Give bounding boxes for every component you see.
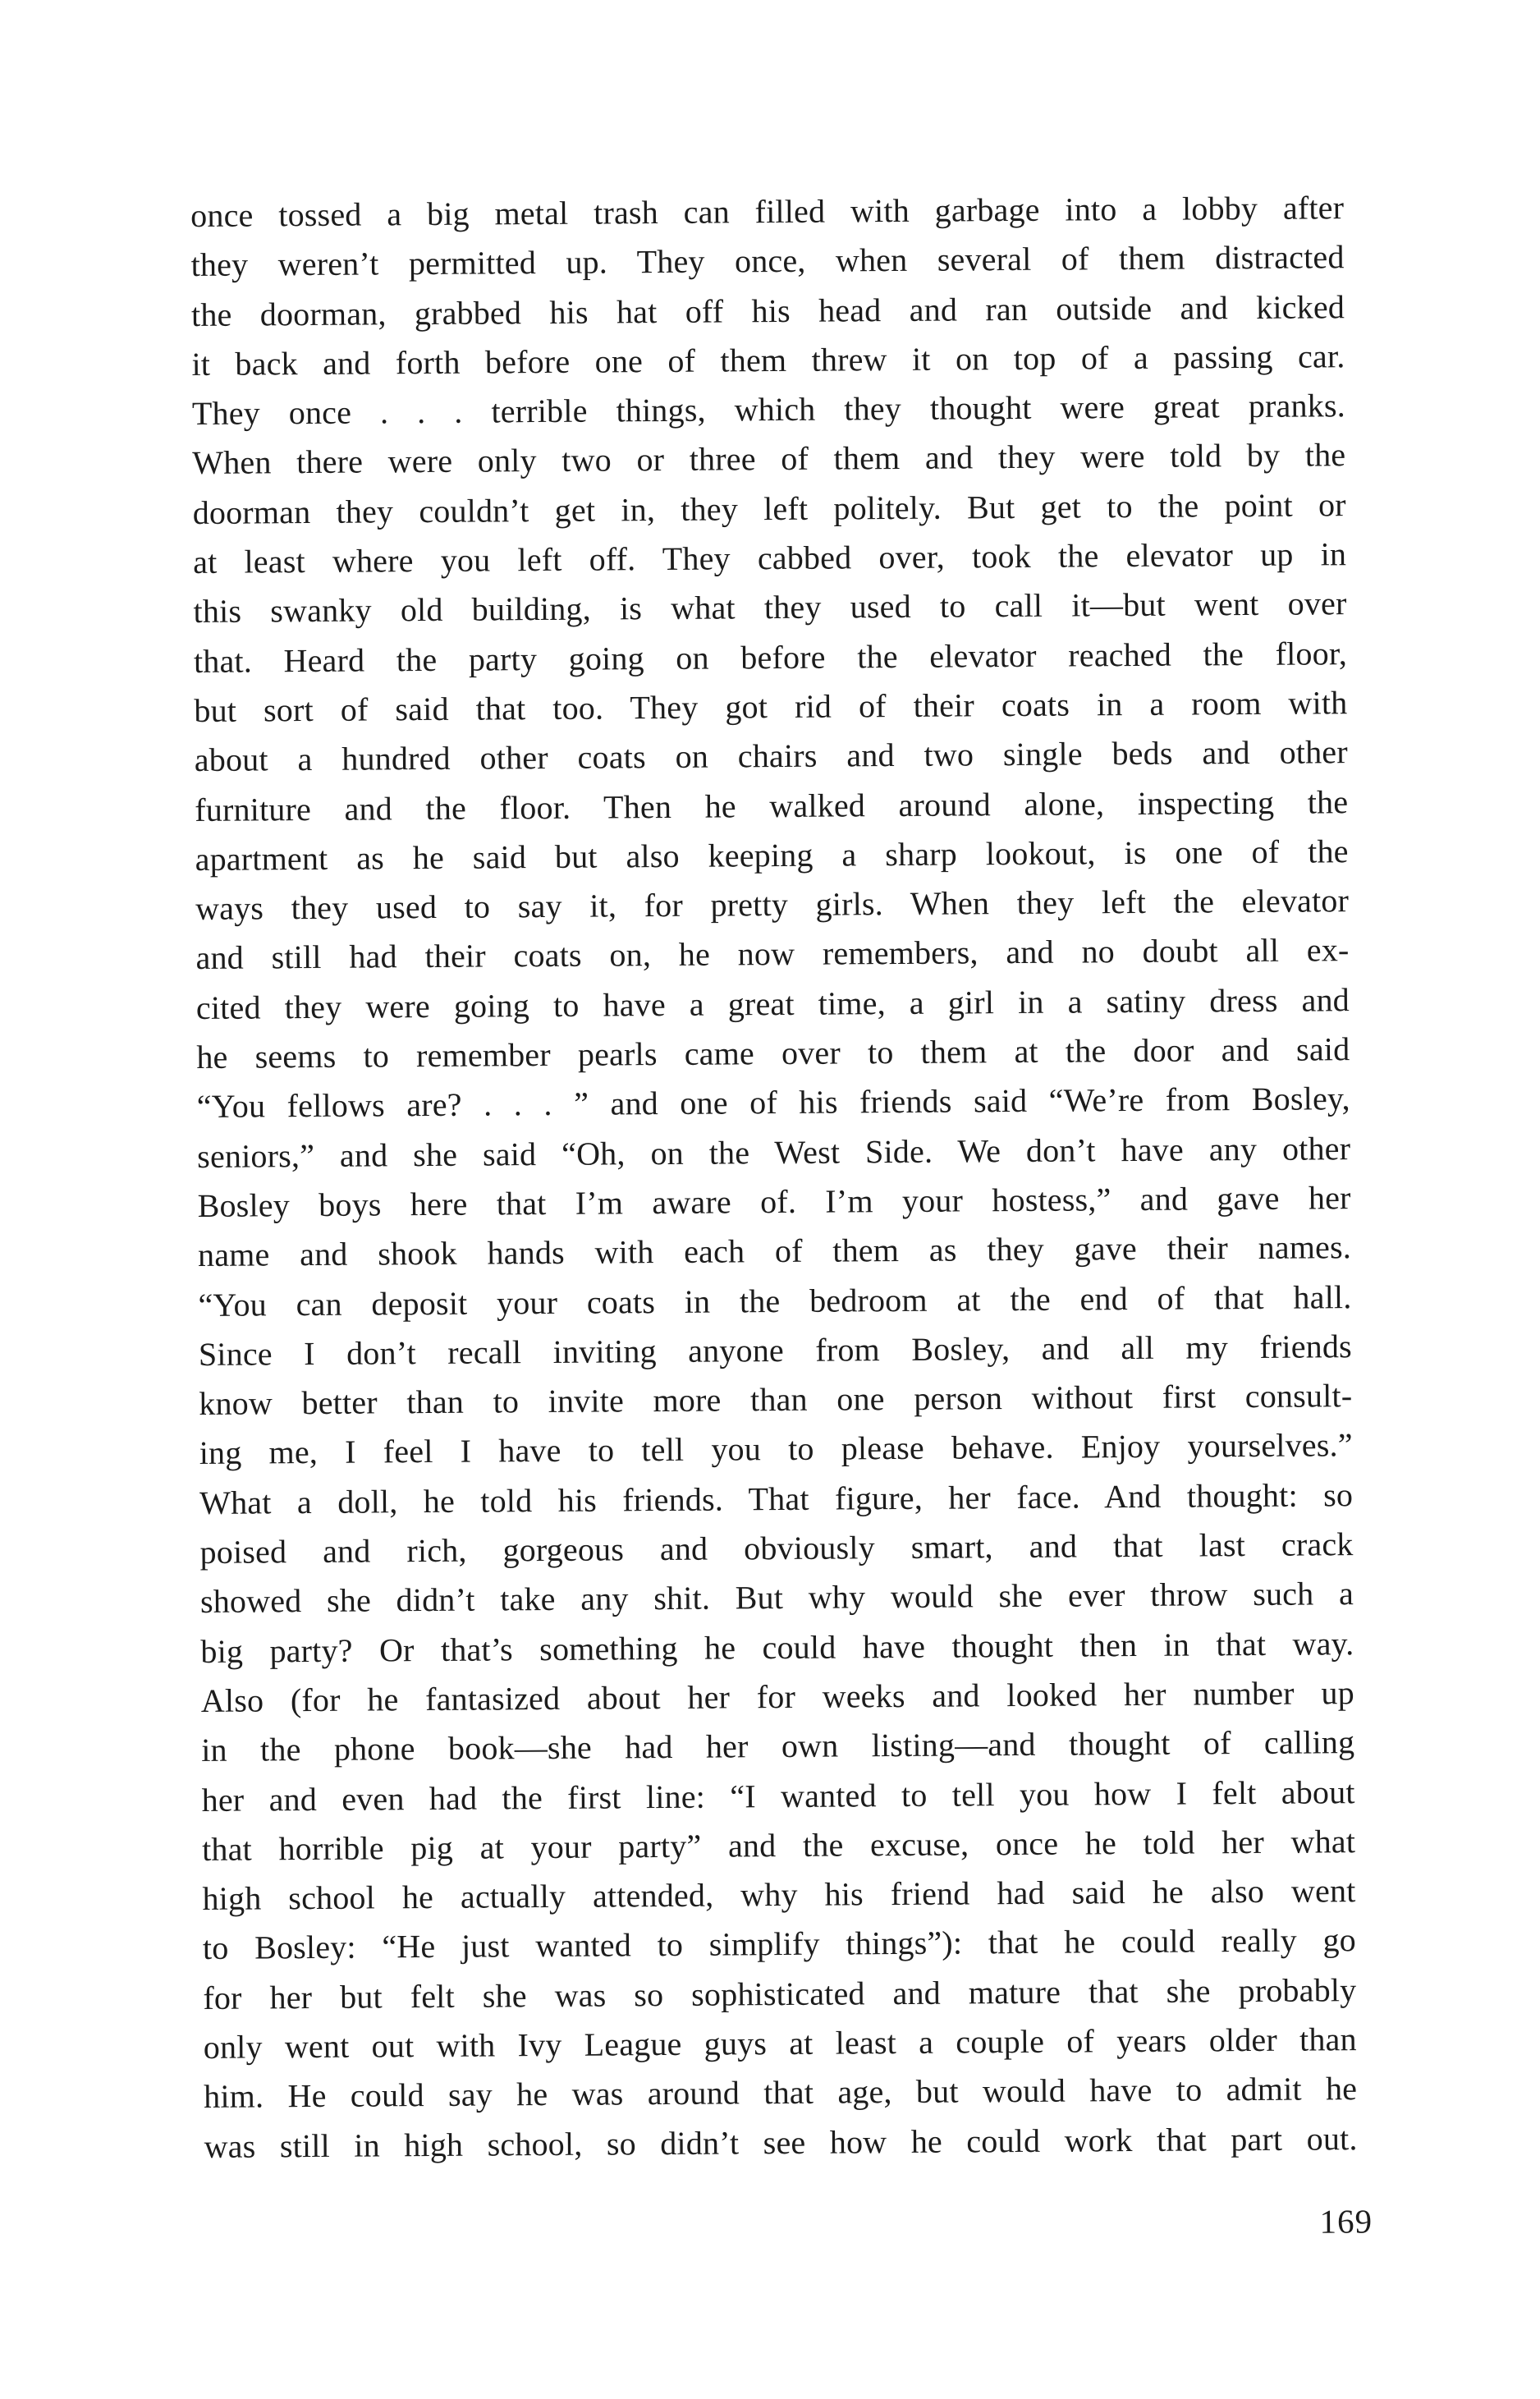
text-line: doorman they couldn’t get in, they left politely. But get to the point or [192,485,1346,531]
text-line: Also (for he fantasized about her for weeks and looked her number up [200,1674,1354,1719]
text-line: seniors,” and she said “Oh, on the West Side. We don’t have any other [197,1129,1351,1175]
text-line: the doorman, grabbed his hat off his head and ran outside and kicked [190,287,1345,333]
text-line: that horrible pig at your party” and the excuse, once he told her what [201,1822,1356,1868]
text-line: Since I don’t recall inviting anyone from Bosley, and all my friends [198,1327,1353,1373]
text-line: name and shook hands with each of them as they gave their names. [197,1228,1352,1274]
text-line: When there were only two or three of them and they were told by the [192,436,1346,482]
text-line: know better than to invite more than one person without first consult- [199,1377,1353,1423]
text-line: apartment as he said but also keeping a sharp lookout, is one of the [195,833,1349,878]
text-line: showed she didn’t take any shit. But why would she ever throw such a [199,1575,1354,1621]
text-line: big party? Or that’s something he could have thought then in that way. [200,1624,1354,1670]
text-line: Bosley boys here that I’m aware of. I’m your hostess,” and gave her [197,1179,1351,1224]
text-line: about a hundred other coats on chairs and two single beds and other [194,733,1348,779]
text-line: poised and rich, gorgeous and obviously smart, and that last crack [199,1525,1354,1571]
text-line: but sort of said that too. They got rid of their coats in a room with [194,684,1348,729]
page-text [190,183,1358,2172]
text-line: ing me, I feel I have to tell you to please behave. Enjoy yourselves.” [199,1426,1353,1472]
text-line: They once . . . terrible things, which they thought were great pranks. [191,387,1346,433]
text-line: high school he actually attended, why his friend had said he also went [202,1872,1356,1918]
text-line: to Bosley: “He just wanted to simplify things”): that he could really go [202,1921,1357,1967]
text-line: once tossed a big metal trash can filled with garbage into a lobby after [190,189,1345,234]
text-line: he seems to remember pearls came over to them at the door and said [196,1030,1350,1076]
text-line: her and even had the first line: “I wanted to tell you how I felt about [201,1773,1355,1819]
text-line: that. Heard the party going on before the elevator reached the floor, [193,634,1348,680]
text-line: at least where you left off. They cabbed over, took the elevator up in [192,535,1347,581]
text-line: this swanky old building, is what they used to call it—but went over [193,585,1347,631]
text-line: it back and forth before one of them threw it on top of a passing car. [191,337,1345,383]
text-line: furniture and the floor. Then he walked around alone, inspecting the [195,782,1349,828]
text-line: they weren’t permitted up. They once, when several of them distracted [190,238,1345,284]
text-line: for her but felt she was so sophisticated and mature that she probably [203,1970,1357,2016]
page-number: 169 [1319,2202,1373,2241]
text-line: cited they were going to have a great time, a girl in a satiny dress and [195,980,1350,1026]
text-line: “You can deposit your coats in the bedroom at the end of that hall. [198,1277,1352,1323]
text-line: ways they used to say it, for pretty girls. When they left the elevator [195,882,1350,928]
text-line: only went out with Ivy League guys at least a couple of years older than [203,2021,1357,2066]
text-line: What a doll, he told his friends. That figure, her face. And thought: so [199,1475,1354,1521]
text-line: him. He could say he was around that age, but would have to admit he [204,2070,1358,2116]
text-line: “You fellows are? . . . ” and one of his friends said “We’re from Bosley, [196,1080,1350,1126]
text-line: and still had their coats on, he now remembers, and no doubt all ex- [195,931,1350,977]
text-line: in the phone book—she had her own listing—and thought of calling [201,1723,1355,1769]
text-line: was still in high school, so didn’t see how he could work that part out. [204,2119,1358,2165]
